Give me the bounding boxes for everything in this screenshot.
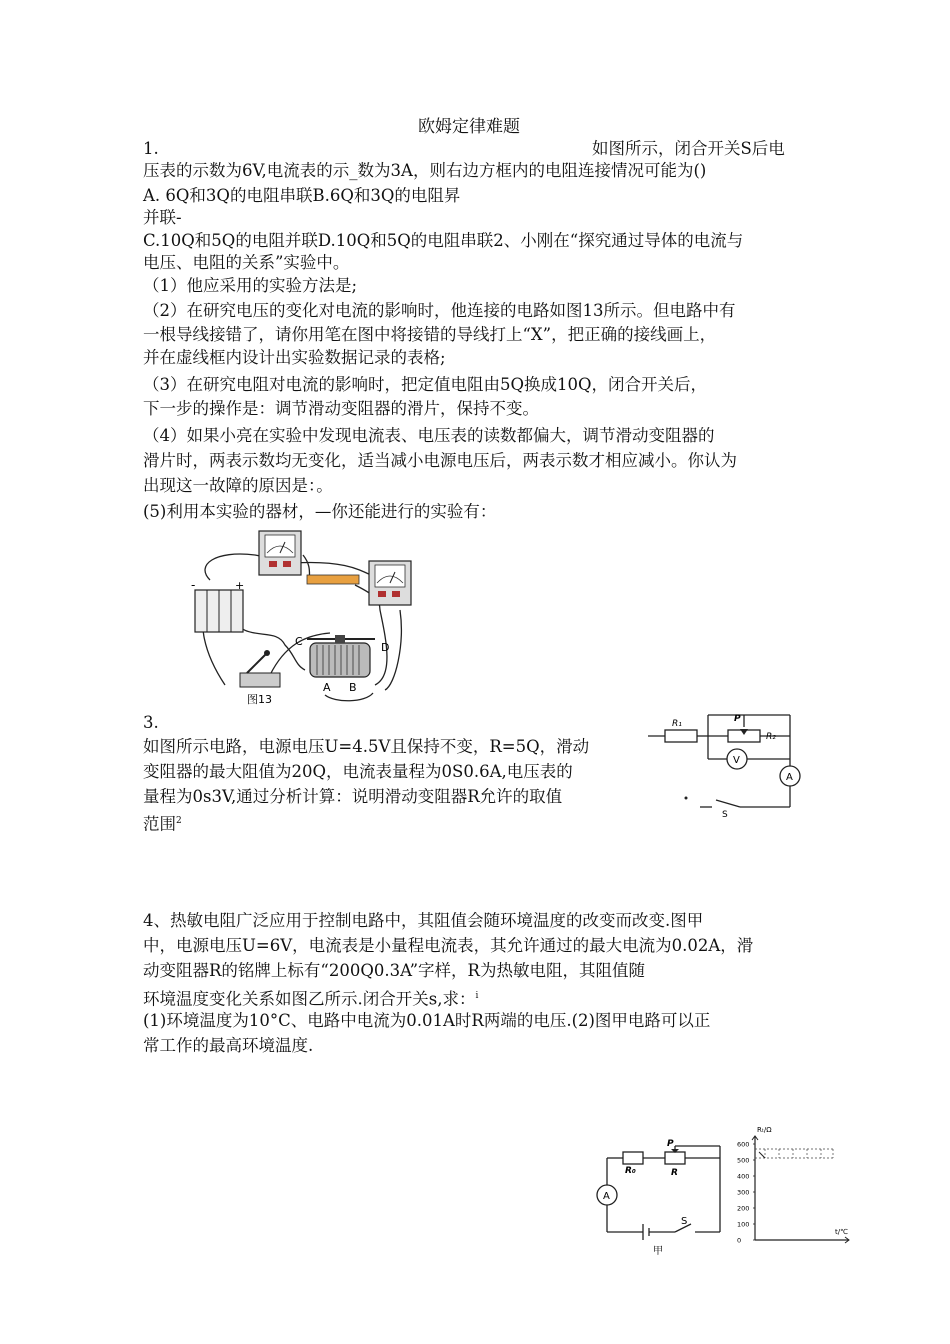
q3-ammeter-a: A	[786, 772, 793, 783]
q1-line5: C.10Q和5Q的电阻并联D.10Q和5Q的电阻串联2、小刚在“探究通过导体的电流与	[143, 231, 744, 250]
fig13-letter-b: B	[349, 681, 357, 694]
q3-voltmeter-v: V	[733, 755, 740, 766]
figure-q3-circuit	[640, 705, 810, 820]
q3-label-p: P	[734, 714, 741, 724]
q4-caption-jia: 甲	[653, 1246, 663, 1257]
q1-line3: A. 6Q和3Q的电阻串联B.6Q和3Q的电阻昇	[143, 186, 461, 205]
fig13-letter-d: D	[381, 641, 390, 654]
graph-ytick-label: 0	[737, 1236, 742, 1245]
q2-line5: （3）在研究电阻对电流的影响时，把定值电阻由5Q换成10Q，闭合开关后，	[143, 375, 708, 394]
q4-line6: 常工作的最高环境温度.	[143, 1036, 314, 1055]
q2-line9: 出现这一故障的原因是：。	[143, 476, 333, 495]
q3-line3: 量程为0s3V,通过分析计算：说明滑动变阻器R允许的取值	[143, 787, 563, 806]
q1-line4: 并联-	[143, 208, 182, 227]
battery-minus: -	[191, 578, 196, 592]
q4-line1: 4、热敏电阻广泛应用于控制电路中，其阻值会随环境温度的改变而改变.图甲	[143, 911, 704, 930]
q1-line2: 压表的示数为6V,电流表的示_数为3A，则右边方框内的电阻连接情况可能为()	[143, 161, 707, 180]
q3-switch-s: S	[722, 810, 728, 820]
q2-line4: 并在虚线框内设计出实验数据记录的表格;	[143, 348, 446, 367]
q3-line2: 变阻器的最大阻值为20Q，电流表量程为0S0.6A,电压表的	[143, 762, 573, 781]
q3-line4-text: 范围	[143, 814, 176, 834]
graph-ylabel: Rₜ/Ω	[757, 1126, 772, 1134]
q4-line3: 动变阻器R的铭牌上标有“200Q0.3A”字样，R为热敏电阻，其阻值随	[143, 961, 645, 980]
q1-number: 1.	[143, 139, 159, 158]
q4-switch-s: S	[681, 1216, 688, 1227]
q4-line4-sup: i	[475, 991, 479, 1001]
q4-ammeter-a: A	[603, 1191, 610, 1202]
graph-ytick-label: 500	[737, 1156, 750, 1165]
q2-line7: （4）如果小亮在实验中发现电流表、电压表的读数都偏大，调节滑动变阻器的	[143, 426, 715, 445]
page-title: 欧姆定律难题	[418, 117, 520, 137]
q2-line8: 滑片时，两表示数均无变化，适当减小电源电压后，两表示数才相应减小。你认为	[143, 451, 737, 470]
fig13-letter-a: A	[323, 681, 331, 694]
q4-label-p: P	[667, 1139, 674, 1149]
figure-13-apparatus	[185, 525, 425, 710]
battery-plus: +	[235, 579, 245, 592]
q4-label-r0: R₀	[625, 1166, 636, 1176]
q1-line1: 如图所示，闭合开关S后电	[592, 139, 785, 158]
q3-label-r1: R₁	[672, 719, 682, 729]
q2-line6: 下一步的操作是：调节滑动变阻器的滑片，保持不变。	[143, 399, 539, 418]
q1-line6: 电压、电阻的关系”实验中。	[143, 253, 350, 272]
graph-ytick-label: 600	[737, 1140, 750, 1149]
graph-ytick-label: 300	[737, 1188, 750, 1197]
fig13-letter-c: C	[295, 635, 303, 648]
q4-line4	[143, 985, 478, 1011]
q2-line1: （1）他应采用的实验方法是;	[143, 276, 358, 295]
graph-ytick-label: 100	[737, 1220, 750, 1229]
q4-line5: (1)环境温度为10°C、电路中电流为0.01A时R两端的电压.(2)图甲电路可以正	[143, 1011, 711, 1030]
graph-ytick-label: 400	[737, 1172, 750, 1181]
figure-q4-graph	[735, 1118, 855, 1253]
q3-line4	[143, 810, 182, 836]
q2-line3: 一根导线接错了，请你用笔在图中将接错的导线打上“X”，把正确的接线画上，	[143, 325, 717, 344]
q3-label-r2: R₂	[766, 732, 776, 742]
graph-xlabel: t/℃	[835, 1228, 848, 1236]
q4-line2: 中，电源电压U=6V，电流表是小量程电流表，其允许通过的最大电流为0.02A，滑	[143, 936, 754, 955]
q3-line4-sup: 2	[176, 816, 182, 826]
q4-line4-text: 环境温度变化关系如图乙所示.闭合开关s,求：	[143, 989, 476, 1009]
q3-number: 3.	[143, 713, 159, 732]
q3-line1: 如图所示电路，电源电压U=4.5V且保持不变，R=5Q，滑动	[143, 737, 590, 756]
graph-ytick-label: 200	[737, 1204, 750, 1213]
q2-line10: (5)利用本实验的器材，—你还能进行的实验有：	[143, 502, 497, 521]
q4-label-r: R	[671, 1168, 678, 1178]
q2-line2: （2）在研究电压的变化对电流的影响时，他连接的电路如图13所示。但电路中有	[143, 301, 736, 320]
fig13-caption: 图13	[247, 693, 272, 706]
figure-q4-circuit	[595, 1138, 735, 1258]
